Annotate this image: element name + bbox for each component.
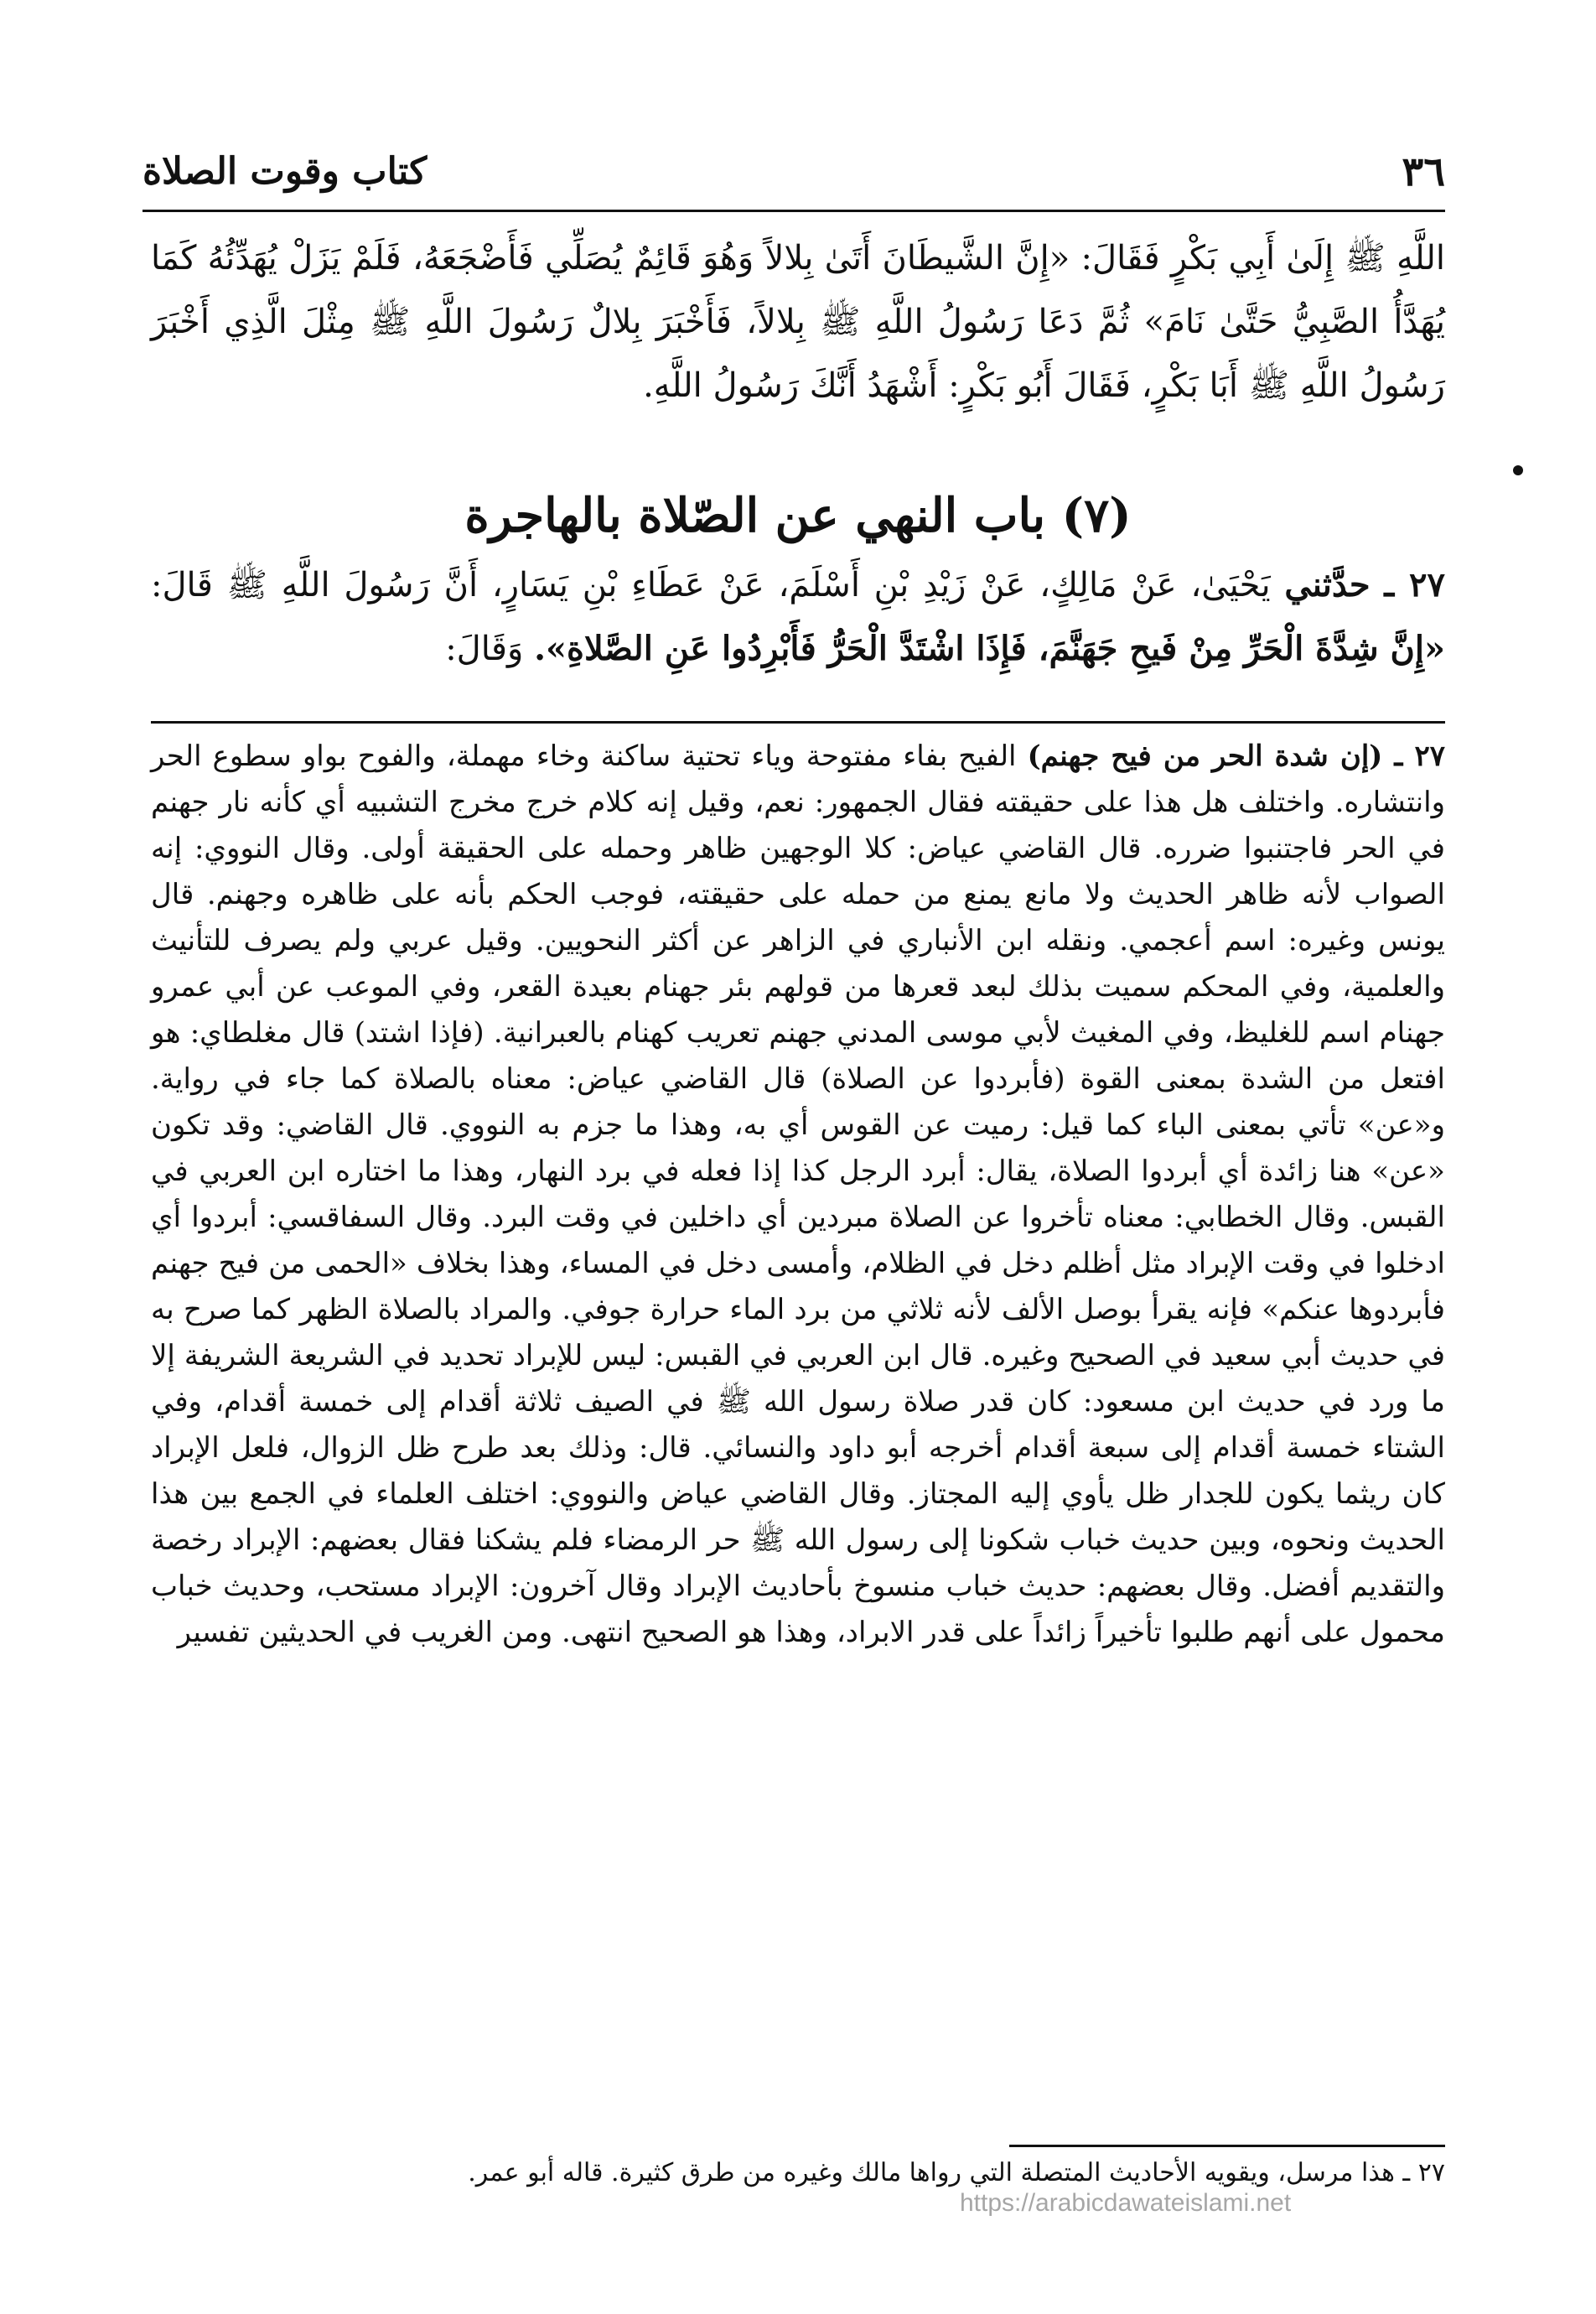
commentary-paragraph — [151, 734, 1445, 1656]
watermark-url: https://arabicdawateislami.net — [960, 2189, 1292, 2217]
commentary-lead: ٢٧ ـ (إن شدة الحر من فيح جهنم) — [1027, 739, 1446, 773]
commentary-block — [151, 734, 1445, 1656]
hadith-block — [151, 553, 1445, 681]
chapter-heading: (٧) باب النهي عن الصّلاة بالهاجرة — [464, 488, 1132, 543]
book-title: كتاب وقوت الصلاة — [142, 150, 428, 193]
section-divider — [151, 721, 1445, 724]
hadith-opening: حدَّثني — [1284, 565, 1371, 604]
footnote-rule — [1009, 2145, 1445, 2147]
margin-dot — [1513, 465, 1523, 475]
commentary-body: الفيح بفاء مفتوحة وياء تحتية ساكنة وخاء مهملة، والفوح بواو سطوع الحر وانتشاره. واختلف هل هذا على حقيقته فقال الجمهور: نعم، وقيل إنه كلام خرج مخرج التشبيه أي كأنه نار جهنم في الحر فاجتنبوا ضرره. قال القاضي عياض: كلا الوجهين ظاهر وحمله على الحقيقة أولى. وقال النووي: إنه الصواب لأنه ظاهر الحديث ولا مانع يمنع من حمله على حقيقته، فوجب الحكم بأنه على ظاهره وجهنم. قال يونس وغيره: اسم أعجمي. ونقله ابن الأنباري في الزاهر عن أكثر النحويين. وقيل عربي ولم يصرف للتأنيث والعلمية، وفي المحكم سميت بذلك لبعد قعرها من قولهم بئر جهنام بعيدة القعر، وفي الموعب عن أبي عمرو جهنام اسم للغليظ، وفي المغيث لأبي موسى المدني جهنم تعريب كهنام بالعبرانية. (فإذا اشتد) قال مغلطاي: هو افتعل من الشدة بمعنى القوة (فأبردوا عن الصلاة) قال القاضي عياض: معناه بالصلاة كما جاء في رواية. و«عن» تأتي بمعنى الباء كما قيل: رميت عن القوس أي به، وهذا ما جزم به النووي. قال القاضي: وقد تكون «عن» هنا زائدة أي أبردوا الصلاة، يقال: أبرد الرجل كذا إذا فعله في برد النهار، وهذا ما اختاره ابن العربي في القبس. وقال الخطابي: معناه تأخروا عن الصلاة مبردين أي داخلين في وقت البرد. وقال السفاقسي: أبردوا أي ادخلوا في وقت الإبراد مثل أظلم دخل في الظلام، وأمسى دخل في المساء، وهذا بخلاف «الحمى من فيح جهنم فأبردوها عنكم» فإنه يقرأ بوصل الألف لأنه ثلاثي من برد الماء حرارة جوفي. والمراد بالصلاة الظهر كما صرح به في حديث أبي سعيد في الصحيح وغيره. قال ابن العربي في القبس: ليس للإبراد تحديد في الشريعة الشريفة إلا ما ورد في حديث ابن مسعود: كان قدر صلاة رسول الله ﷺ في الصيف ثلاثة أقدام إلى خمسة أقدام، وفي الشتاء خمسة أقدام إلى سبعة أقدام أخرجه أبو داود والنسائي. قال: وذلك بعد طرح ظل الزوال، فلعل الإبراد كان ريثما يكون للجدار ظل يأوي إليه المجتاز. وقال القاضي عياض والنووي: اختلف العلماء في الجمع بين هذا الحديث ونحوه، وبين حديث خباب شكونا إلى رسول الله ﷺ حر الرمضاء فلم يشكنا فقال بعضهم: الإبراد رخصة والتقديم أفضل. وقال بعضهم: حديث خباب منسوخ بأحاديث الإبراد وقال آخرون: الإبراد مستحب، وحديث خباب محمول على أنهم طلبوا تأخيراً زائداً على قدر الابراد، وهذا هو الصحيح انتهى. ومن الغريب في الحديثين تفسير — [151, 739, 1445, 1649]
hadith-paragraph — [151, 553, 1445, 681]
main-text-block — [151, 226, 1445, 418]
footnote: ٢٧ ـ هذا مرسل، ويقويه الأحاديث المتصلة التي رواها مالك وغيره من طرق كثيرة. قاله أبو عمر. — [468, 2158, 1445, 2187]
running-header — [142, 143, 1445, 212]
hadith-number: ٢٧ ـ — [1384, 565, 1445, 604]
hadith-chain: يَحْيَىٰ، عَنْ مَالِكٍ، عَنْ زَيْدِ بْنِ أَسْلَمَ، عَنْ عَطَاءِ بْنِ يَسَارٍ، أَنَّ رَسُولَ اللَّهِ ﷺ قَالَ: — [151, 566, 1271, 604]
main-text-paragraph: اللَّهِ ﷺ إِلَىٰ أَبِي بَكْرٍ فَقَالَ: «إِنَّ الشَّيطَانَ أَتَىٰ بِلالاً وَهُوَ قَائِمٌ يُصَلِّي فَأَضْجَعَهُ، فَلَمْ يَزَلْ يُهَدِّئُهُ كَمَا يُهَدَّأُ الصَّبِيُّ حَتَّىٰ نَامَ» ثُمَّ دَعَا رَسُولُ اللَّهِ ﷺ بِلالاً، فَأَخْبَرَ بِلالٌ رَسُولَ اللَّهِ ﷺ مِثْلَ الَّذِي أَخْبَرَ رَسُولُ اللَّهِ ﷺ أَبَا بَكْرٍ، فَقَالَ أَبُو بَكْرٍ: أَشْهَدُ أَنَّكَ رَسُولُ اللَّهِ. — [151, 239, 1445, 405]
page-number: ٣٦ — [1402, 148, 1445, 195]
hadith-matn: «إِنَّ شِدَّةَ الْحَرِّ مِنْ فَيحِ جَهَنَّمَ، فَإِذَا اشْتَدَّ الْحَرُّ فَأَبْرِدُوا عَنِ الصَّلاةِ». — [534, 629, 1445, 668]
hadith-tail: وَقَالَ: — [445, 630, 524, 668]
